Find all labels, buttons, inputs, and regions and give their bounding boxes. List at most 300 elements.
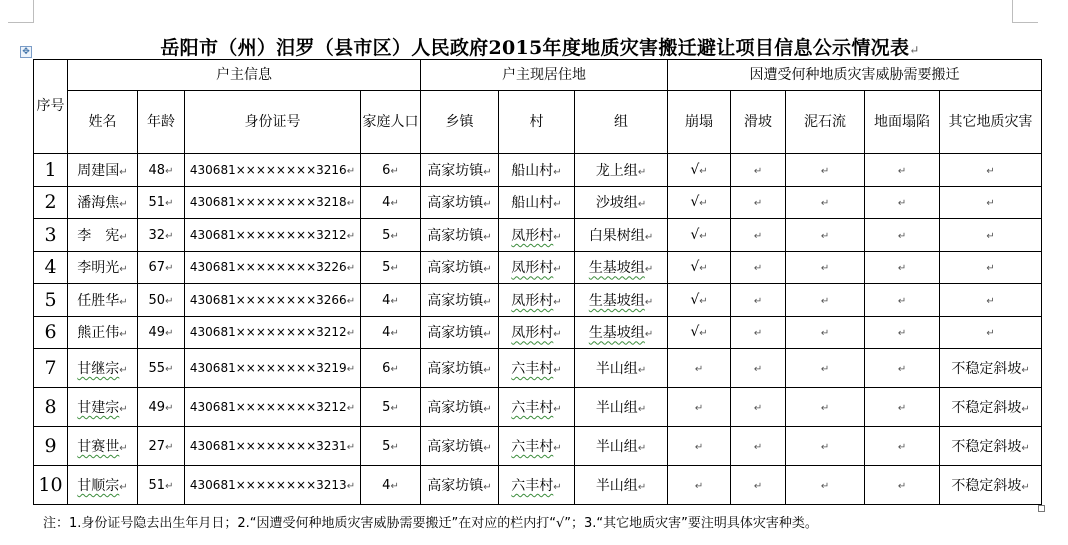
owner-name: 李明光 (77, 260, 120, 277)
paragraph-mark-icon: ↵ (119, 231, 128, 243)
id-number-cell (185, 466, 361, 505)
household-size-cell (361, 427, 421, 466)
row-number: 6 (44, 321, 57, 344)
household-size-cell (361, 466, 421, 505)
subsidence-mark-cell (865, 251, 940, 284)
subsidence-mark-cell (865, 219, 940, 252)
other-hazard: 不稳定斜坡 (951, 400, 1022, 416)
paragraph-mark-icon: ↵ (553, 296, 562, 308)
village: 六丰村 (511, 439, 554, 455)
collapse-mark-cell (668, 219, 731, 252)
row-number: 2 (44, 191, 57, 214)
subsidence-mark-cell (865, 349, 940, 388)
landslide-mark-cell (731, 219, 786, 252)
village-cell (499, 349, 575, 388)
paragraph-mark-icon: ↵ (346, 403, 356, 414)
row-number-cell (34, 349, 68, 388)
paragraph-mark-icon: ↵ (699, 165, 708, 177)
id-number: 430681××××××××3216 (189, 162, 347, 177)
id-number: 430681××××××××3219 (189, 361, 347, 375)
village-cell (499, 466, 575, 505)
owner-name: 潘海焦 (77, 195, 120, 212)
paragraph-mark-icon: ↵ (119, 166, 128, 178)
paragraph-mark-icon: ↵ (820, 263, 830, 275)
paragraph-mark-icon: ↵ (644, 264, 654, 276)
paragraph-mark-icon: ↵ (1021, 443, 1030, 454)
collapse-mark: √ (690, 259, 700, 276)
paragraph-mark-icon: ↵ (390, 481, 399, 492)
owner-age-cell (138, 316, 185, 349)
owner-age: 55 (148, 361, 166, 376)
table-row (34, 219, 1042, 252)
row-number: 3 (44, 223, 57, 246)
paragraph-mark-icon: ↵ (553, 199, 562, 211)
row-number-cell (34, 219, 68, 252)
group-cell (575, 388, 668, 427)
owner-age: 27 (148, 439, 166, 454)
paragraph-mark-icon: ↵ (119, 264, 128, 276)
household-size: 4 (382, 292, 391, 308)
paragraph-mark-icon: ↵ (390, 165, 399, 177)
header-hazard: 因遭受何种地质灾害威胁需要搬迁 (668, 60, 1042, 91)
household-size: 5 (382, 439, 391, 454)
township: 高家坊镇 (427, 195, 484, 212)
group-cell (575, 466, 668, 505)
owner-name-cell (68, 284, 138, 317)
paragraph-mark-icon: ↵ (390, 295, 399, 307)
household-size: 5 (382, 400, 391, 415)
header-row-columns (34, 91, 1042, 154)
debris-flow-mark-cell (786, 427, 865, 466)
paragraph-mark-icon: ↵ (753, 198, 763, 210)
household-size: 4 (382, 195, 391, 211)
paragraph-mark-icon: ↵ (165, 263, 174, 275)
paragraph-mark-icon: ↵ (753, 165, 763, 177)
landslide-mark-cell (731, 316, 786, 349)
paragraph-mark-icon: ↵ (644, 231, 654, 243)
header-collapse: 崩塌 (668, 91, 731, 154)
paragraph-mark-icon: ↵ (119, 365, 128, 376)
paragraph-mark-icon: ↵ (753, 403, 763, 414)
owner-age: 50 (148, 292, 166, 308)
paragraph-mark-icon: ↵ (753, 295, 763, 307)
household-size-cell (361, 388, 421, 427)
paragraph-mark-icon: ↵ (483, 199, 492, 211)
household-size-cell (361, 186, 421, 219)
paragraph-mark-icon: ↵ (346, 442, 356, 453)
debris-flow-mark-cell (786, 466, 865, 505)
village-cell (499, 219, 575, 252)
landslide-mark-cell (731, 186, 786, 219)
collapse-mark-cell (668, 186, 731, 219)
owner-name: 甘建宗 (77, 400, 120, 416)
subsidence-mark-cell (865, 186, 940, 219)
paragraph-mark-icon: ↵ (165, 328, 174, 340)
household-size-cell (361, 284, 421, 317)
paragraph-mark-icon: ↵ (553, 166, 562, 178)
header-name: 姓名 (68, 91, 138, 154)
township-cell (421, 186, 499, 219)
owner-age-cell (138, 219, 185, 252)
row-number-cell (34, 154, 68, 187)
table-body (34, 60, 1042, 505)
landslide-mark-cell (731, 466, 786, 505)
household-size-cell (361, 154, 421, 187)
row-number-cell (34, 466, 68, 505)
paragraph-mark-icon: ↵ (119, 404, 128, 415)
township-cell (421, 219, 499, 252)
township: 高家坊镇 (427, 325, 484, 342)
landslide-mark-cell (731, 284, 786, 317)
id-number: 430681××××××××3212 (189, 325, 347, 340)
collapse-mark-cell (668, 388, 731, 427)
paragraph-mark-icon: ↵ (986, 230, 995, 242)
owner-name: 甘继宗 (77, 361, 120, 377)
paragraph-mark-icon: ↵ (553, 482, 562, 493)
table-row (34, 427, 1042, 466)
owner-name-cell (68, 251, 138, 284)
paragraph-mark-icon: ↵ (753, 328, 763, 340)
debris-flow-mark-cell (786, 186, 865, 219)
row-number: 4 (44, 256, 57, 279)
township-cell (421, 316, 499, 349)
paragraph-mark-icon: ↵ (346, 230, 356, 242)
group: 半山组 (595, 478, 638, 494)
collapse-mark: √ (690, 291, 700, 308)
group: 生基坡组 (588, 260, 645, 277)
other-hazard-cell (940, 186, 1042, 219)
owner-name: 李 宪 (77, 227, 120, 244)
village: 船山村 (511, 162, 554, 179)
paragraph-mark-icon: ↵ (897, 230, 907, 242)
paragraph-mark-icon: ↵ (820, 295, 830, 307)
paragraph-mark-icon: ↵ (820, 442, 830, 453)
collapse-mark-cell (668, 154, 731, 187)
paragraph-mark-icon: ↵ (1021, 365, 1030, 376)
paragraph-mark-icon: ↵ (390, 328, 399, 340)
paragraph-mark-icon: ↵ (897, 295, 907, 307)
row-number: 1 (44, 158, 57, 181)
paragraph-mark-icon: ↵ (483, 365, 492, 376)
paragraph-mark-icon: ↵ (1021, 404, 1030, 415)
group: 白果树组 (588, 227, 645, 244)
household-size: 5 (382, 227, 391, 243)
debris-flow-mark-cell (786, 154, 865, 187)
household-size: 6 (382, 162, 391, 178)
village: 六丰村 (511, 478, 554, 494)
id-number: 430681××××××××3212 (189, 400, 347, 414)
owner-age: 48 (148, 162, 166, 178)
table-row (34, 284, 1042, 317)
header-household: 家庭人口 (361, 91, 421, 154)
paragraph-mark-icon: ↵ (119, 443, 128, 454)
paragraph-mark-icon: ↵ (553, 365, 562, 376)
owner-name-cell (68, 388, 138, 427)
subsidence-mark-cell (865, 154, 940, 187)
paragraph-mark-icon: ↵ (390, 230, 399, 242)
row-number: 7 (44, 357, 57, 379)
village: 六丰村 (511, 400, 554, 416)
paragraph-mark-icon: ↵ (483, 166, 492, 178)
other-hazard-cell (940, 251, 1042, 284)
village-cell (499, 251, 575, 284)
table-row (34, 316, 1042, 349)
owner-name-cell (68, 427, 138, 466)
paragraph-mark-icon: ↵ (483, 443, 492, 454)
header-debris-flow: 泥石流 (786, 91, 865, 154)
paragraph-mark-icon: ↵ (346, 263, 356, 275)
owner-age-cell (138, 349, 185, 388)
id-number: 430681××××××××3213 (189, 478, 347, 492)
id-number-cell (185, 251, 361, 284)
id-number: 430681××××××××3226 (189, 260, 347, 275)
owner-age: 51 (148, 195, 166, 211)
group-cell (575, 154, 668, 187)
collapse-mark-cell (668, 316, 731, 349)
owner-age: 32 (148, 227, 166, 243)
paragraph-mark-icon: ↵ (483, 296, 492, 308)
paragraph-mark-icon: ↵ (753, 442, 763, 453)
document-title: 岳阳市（州）汨罗（县市区）人民政府2015年度地质灾害搬迁避让项目信息公示情况表↵ (160, 37, 920, 59)
paragraph-mark-icon: ↵ (694, 481, 704, 492)
owner-age-cell (138, 154, 185, 187)
village-cell (499, 284, 575, 317)
paragraph-mark-icon: ↵ (637, 365, 647, 376)
header-age: 年龄 (138, 91, 185, 154)
paragraph-mark-icon: ↵ (897, 481, 907, 492)
owner-name-cell (68, 466, 138, 505)
owner-name-cell (68, 154, 138, 187)
paragraph-mark-icon: ↵ (483, 264, 492, 276)
paragraph-mark-icon: ↵ (637, 482, 647, 493)
owner-age: 49 (148, 325, 166, 341)
township: 高家坊镇 (427, 227, 484, 244)
paragraph-mark-icon: ↵ (165, 230, 174, 242)
township: 高家坊镇 (427, 400, 484, 416)
row-number: 10 (38, 474, 63, 496)
other-hazard: 不稳定斜坡 (951, 439, 1022, 455)
group-cell (575, 219, 668, 252)
paragraph-mark-icon: ↵ (553, 231, 562, 243)
subsidence-mark-cell (865, 388, 940, 427)
paragraph-mark-icon: ↵ (119, 482, 128, 493)
owner-name: 任胜华 (77, 292, 120, 309)
other-hazard-cell (940, 316, 1042, 349)
household-size-cell (361, 219, 421, 252)
group-cell (575, 284, 668, 317)
group-cell (575, 186, 668, 219)
paragraph-mark-icon: ↵ (553, 443, 562, 454)
paragraph-mark-icon: ↵ (986, 198, 995, 210)
owner-name-cell (68, 349, 138, 388)
paragraph-mark-icon: ↵ (346, 165, 356, 177)
paragraph-mark-icon: ↵ (637, 443, 647, 454)
row-number-cell (34, 388, 68, 427)
id-number-cell (185, 388, 361, 427)
header-subsidence: 地面塌陷 (865, 91, 940, 154)
owner-name-cell (68, 186, 138, 219)
collapse-mark-cell (668, 284, 731, 317)
owner-name: 熊正伟 (77, 325, 120, 342)
paragraph-mark-icon: ↵ (165, 364, 174, 375)
township-cell (421, 388, 499, 427)
debris-flow-mark-cell (786, 316, 865, 349)
village: 凤形村 (511, 227, 554, 244)
subsidence-mark-cell (865, 466, 940, 505)
household-size-cell (361, 349, 421, 388)
id-number-cell (185, 316, 361, 349)
village: 六丰村 (511, 361, 554, 377)
page-corner-mark-top-left (8, 0, 34, 23)
paragraph-mark-icon: ↵ (553, 264, 562, 276)
paragraph-mark-icon: ↵ (119, 329, 128, 341)
group: 半山组 (595, 439, 638, 455)
village-cell (499, 154, 575, 187)
township: 高家坊镇 (427, 361, 484, 377)
paragraph-mark-icon: ↵ (346, 295, 356, 307)
header-residence: 户主现居住地 (421, 60, 668, 91)
paragraph-mark-icon: ↵ (753, 364, 763, 375)
collapse-mark: √ (690, 324, 700, 341)
id-number: 430681××××××××3212 (189, 227, 347, 242)
footnote: 注：1.身份证号隐去出生年月日；2.“因遭受何种地质灾害威胁需要搬迁”在对应的栏内打“√”；3.“其它地质灾害”要注明具体灾害种类。 (43, 516, 818, 531)
village: 凤形村 (511, 260, 554, 277)
paragraph-mark-icon: ↵ (820, 364, 830, 375)
info-table (33, 59, 1042, 505)
paragraph-mark-icon: ↵ (390, 364, 399, 375)
paragraph-mark-icon: ↵ (346, 364, 356, 375)
row-number: 5 (44, 288, 57, 311)
owner-age-cell (138, 284, 185, 317)
paragraph-mark-icon: ↵ (483, 404, 492, 415)
owner-age: 49 (148, 400, 166, 415)
id-number: 430681××××××××3218 (189, 195, 347, 210)
paragraph-mark-icon: ↵ (699, 295, 708, 307)
paragraph-mark-icon: ↵ (699, 230, 708, 242)
landslide-mark-cell (731, 251, 786, 284)
debris-flow-mark-cell (786, 251, 865, 284)
landslide-mark-cell (731, 388, 786, 427)
village-cell (499, 427, 575, 466)
paragraph-mark-icon: ↵ (165, 198, 174, 210)
table-row (34, 388, 1042, 427)
household-size: 6 (382, 361, 391, 376)
village-cell (499, 316, 575, 349)
paragraph-mark-icon: ↵ (553, 404, 562, 415)
household-size: 4 (382, 478, 391, 493)
collapse-mark-cell (668, 427, 731, 466)
paragraph-mark-icon: ↵ (699, 198, 708, 210)
paragraph-mark-icon: ↵ (119, 296, 128, 308)
paragraph-mark-icon: ↵ (390, 263, 399, 275)
group: 生基坡组 (588, 325, 645, 342)
paragraph-mark-icon: ↵ (483, 231, 492, 243)
table-row (34, 466, 1042, 505)
village-cell (499, 388, 575, 427)
owner-name-cell (68, 219, 138, 252)
collapse-mark: √ (690, 226, 700, 243)
row-number: 8 (44, 396, 57, 418)
owner-name: 周建国 (77, 162, 120, 179)
paragraph-mark-icon: ↵ (165, 295, 174, 307)
paragraph-mark-icon: ↵ (897, 442, 907, 453)
paragraph-mark-icon: ↵ (694, 403, 704, 414)
subsidence-mark-cell (865, 316, 940, 349)
paragraph-mark-icon: ↵ (753, 230, 763, 242)
table-row (34, 186, 1042, 219)
id-number-cell (185, 427, 361, 466)
owner-age-cell (138, 466, 185, 505)
other-hazard-cell (940, 219, 1042, 252)
header-village: 村 (499, 91, 575, 154)
paragraph-mark-icon: ↵ (753, 263, 763, 275)
header-seq: 序号 (34, 60, 68, 154)
row-number-cell (34, 251, 68, 284)
landslide-mark-cell (731, 349, 786, 388)
debris-flow-mark-cell (786, 388, 865, 427)
debris-flow-mark-cell (786, 349, 865, 388)
collapse-mark: √ (690, 194, 700, 211)
other-hazard: 不稳定斜坡 (951, 478, 1022, 494)
township-cell (421, 251, 499, 284)
household-size-cell (361, 251, 421, 284)
owner-age: 67 (148, 260, 166, 276)
paragraph-mark-icon: ↵ (346, 481, 356, 492)
township-cell (421, 284, 499, 317)
paragraph-mark-icon: ↵ (699, 328, 708, 340)
other-hazard: 不稳定斜坡 (951, 361, 1022, 377)
village: 凤形村 (511, 325, 554, 342)
paragraph-mark-icon: ↵ (897, 364, 907, 375)
table-move-handle-icon[interactable]: ✥ (20, 46, 32, 58)
other-hazard-cell (940, 388, 1042, 427)
header-group: 组 (575, 91, 668, 154)
row-number-cell (34, 284, 68, 317)
paragraph-mark-icon: ↵ (694, 442, 704, 453)
table-resize-handle[interactable] (1038, 505, 1045, 512)
paragraph-mark-icon: ↵ (483, 329, 492, 341)
township-cell (421, 349, 499, 388)
group-cell (575, 251, 668, 284)
paragraph-mark-icon: ↵ (644, 329, 654, 341)
group-cell (575, 349, 668, 388)
id-number: 430681××××××××3266 (189, 292, 347, 307)
township-cell (421, 466, 499, 505)
group: 生基坡组 (588, 292, 645, 309)
owner-age-cell (138, 186, 185, 219)
row-number: 9 (44, 435, 57, 457)
header-landslide: 滑坡 (731, 91, 786, 154)
paragraph-mark-icon: ↵ (986, 165, 995, 177)
paragraph-mark-icon: ↵ (165, 165, 174, 177)
paragraph-mark-icon: ↵ (390, 442, 399, 453)
paragraph-mark-icon: ↵ (637, 199, 647, 211)
paragraph-mark-icon: ↵ (346, 328, 356, 340)
paragraph-mark-icon: ↵ (897, 165, 907, 177)
id-number: 430681××××××××3231 (189, 439, 347, 453)
paragraph-mark-icon: ↵ (637, 404, 647, 415)
paragraph-mark-icon: ↵ (390, 198, 399, 210)
owner-age-cell (138, 388, 185, 427)
household-size: 4 (382, 325, 391, 341)
landslide-mark-cell (731, 427, 786, 466)
other-hazard-cell (940, 349, 1042, 388)
row-number-cell (34, 186, 68, 219)
owner-name: 甘赛世 (77, 439, 120, 455)
paragraph-mark-icon: ↵ (119, 199, 128, 211)
owner-age-cell (138, 427, 185, 466)
id-number-cell (185, 219, 361, 252)
